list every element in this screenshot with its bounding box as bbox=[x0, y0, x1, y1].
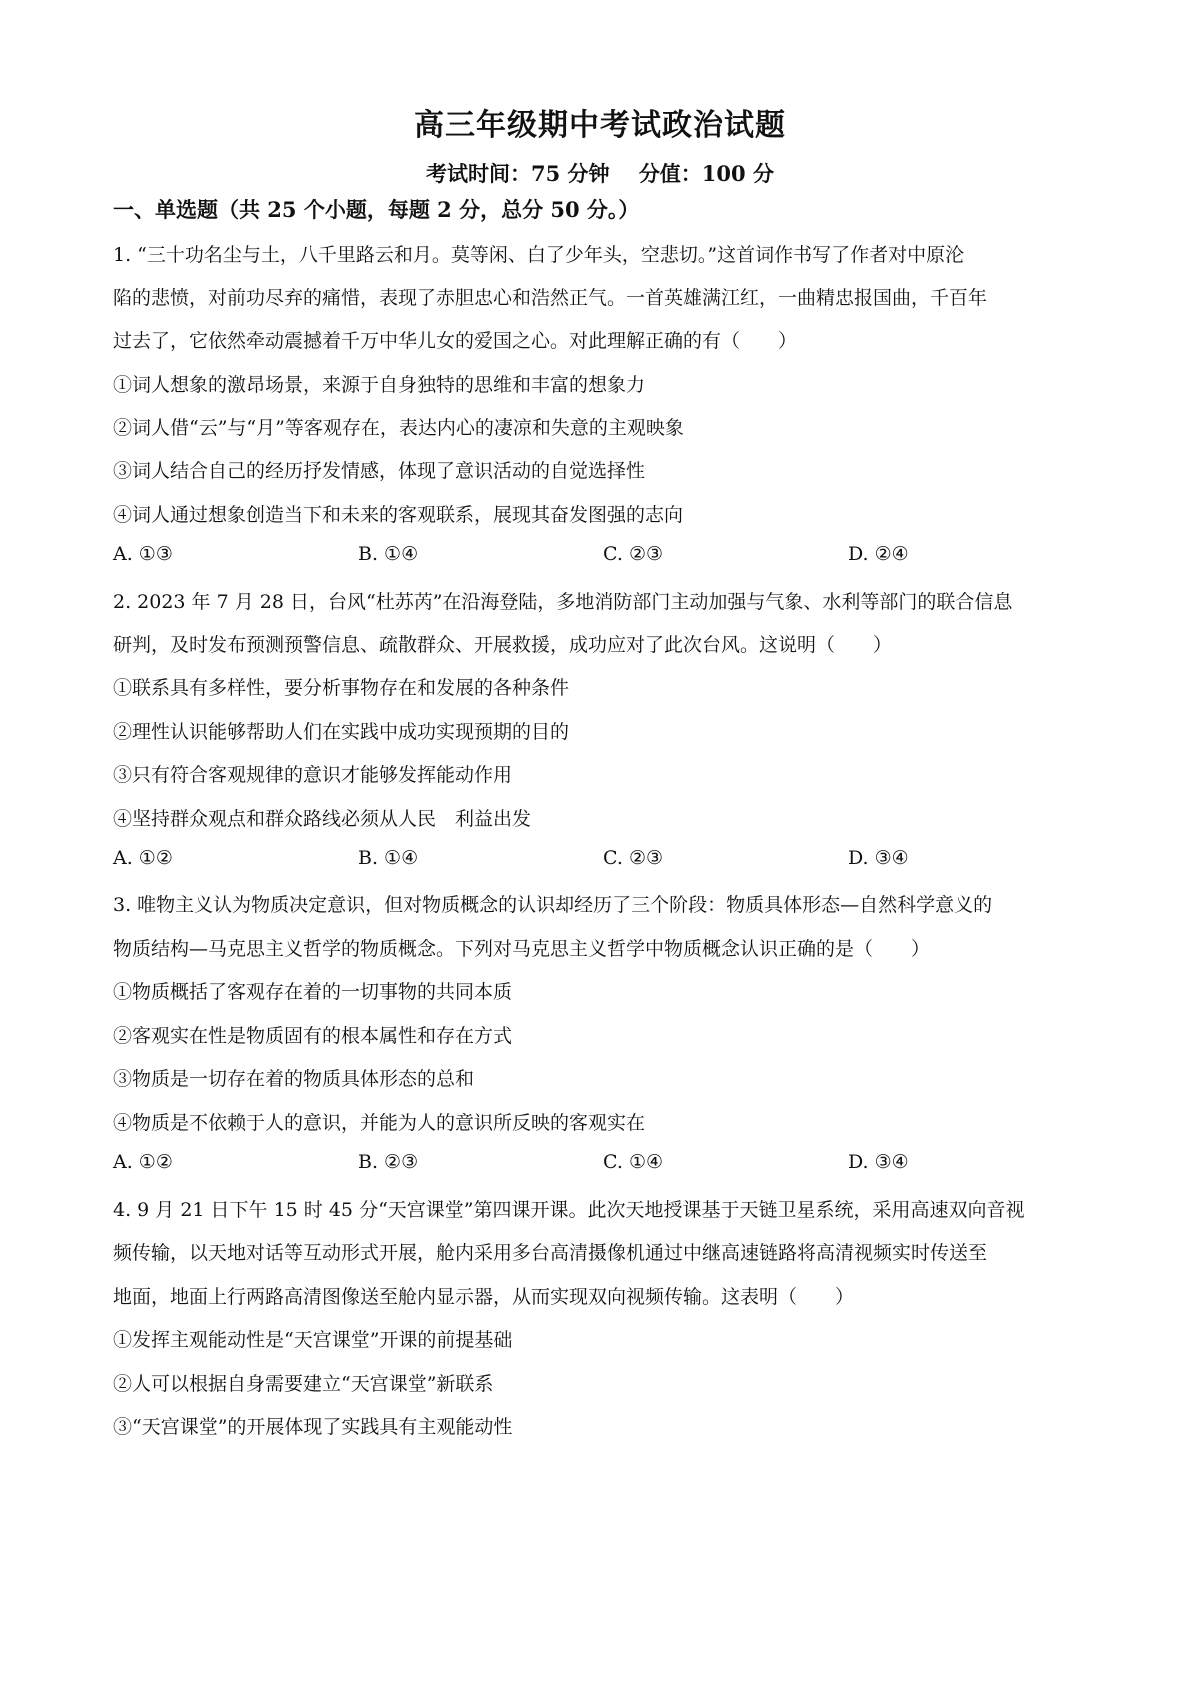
question-1-statement-1: ①词人想象的激昂场景，来源于自身独特的思维和丰富的想象力 bbox=[113, 374, 646, 396]
option-a: A. ①② bbox=[113, 1151, 173, 1173]
option-a: A. ①② bbox=[113, 847, 173, 869]
exam-time: 考试时间：75 分钟 bbox=[426, 161, 610, 186]
question-1-stem-line-2: 陷的悲愤，对前功尽弃的痛惜，表现了赤胆忠心和浩然正气。一首英雄满江红，一曲精忠报国曲，千百年 bbox=[113, 287, 988, 309]
question-2-statement-1: ①联系具有多样性，要分析事物存在和发展的各种条件 bbox=[113, 677, 570, 699]
exam-score: 分值：100 分 bbox=[638, 161, 774, 186]
question-1-options bbox=[113, 543, 1098, 567]
question-2-statement-2: ②理性认识能够帮助人们在实践中成功实现预期的目的 bbox=[113, 721, 570, 743]
question-4-stem-line-2: 频传输，以天地对话等互动形式开展，舱内采用多台高清摄像机通过中继高速链路将高清视频实时传送至 bbox=[113, 1242, 988, 1264]
question-3-stem-line-1: 3. 唯物主义认为物质决定意识，但对物质概念的认识却经历了三个阶段：物质具体形态—自然科学意义的 bbox=[113, 894, 993, 916]
question-3-statement-1: ①物质概括了客观存在着的一切事物的共同本质 bbox=[113, 981, 513, 1003]
option-d: D. ③④ bbox=[848, 1151, 909, 1173]
question-3-stem-line-2: 物质结构—马克思主义哲学的物质概念。下列对马克思主义哲学中物质概念认识正确的是（ ） bbox=[113, 938, 931, 960]
question-3-statement-2: ②客观实在性是物质固有的根本属性和存在方式 bbox=[113, 1025, 513, 1047]
option-b: B. ②③ bbox=[358, 1151, 419, 1173]
question-3-options bbox=[113, 1151, 1098, 1175]
exam-info bbox=[0, 158, 1200, 188]
option-b: B. ①④ bbox=[358, 543, 419, 565]
page-title: 高三年级期中考试政治试题 bbox=[414, 108, 786, 143]
question-1-statement-4: ④词人通过想象创造当下和未来的客观联系，展现其奋发图强的志向 bbox=[113, 504, 684, 526]
option-d: D. ③④ bbox=[848, 847, 909, 869]
question-1-statement-3: ③词人结合自己的经历抒发情感，体现了意识活动的自觉选择性 bbox=[113, 460, 646, 482]
option-b: B. ①④ bbox=[358, 847, 419, 869]
question-1-stem-line-1: 1. “三十功名尘与土，八千里路云和月。莫等闲、白了少年头，空悲切。”这首词作书写了作者对中原沦 bbox=[113, 244, 965, 266]
question-4-statement-3: ③“天宫课堂”的开展体现了实践具有主观能动性 bbox=[113, 1416, 513, 1438]
question-2-stem-line-2: 研判，及时发布预测预警信息、疏散群众、开展救援，成功应对了此次台风。这说明（ ） bbox=[113, 634, 893, 656]
question-2-statement-4: ④坚持群众观点和群众路线必须从人民 利益出发 bbox=[113, 808, 532, 830]
option-d: D. ②④ bbox=[848, 543, 909, 565]
question-3-statement-3: ③物质是一切存在着的物质具体形态的总和 bbox=[113, 1068, 475, 1090]
question-4-stem-line-3: 地面，地面上行两路高清图像送至舱内显示器，从而实现双向视频传输。这表明（ ） bbox=[113, 1286, 855, 1308]
question-1-statement-2: ②词人借“云”与“月”等客观存在，表达内心的凄凉和失意的主观映象 bbox=[113, 417, 684, 439]
option-c: C. ②③ bbox=[603, 543, 664, 565]
section-heading: 一、单选题（共 25 个小题，每题 2 分，总分 50 分。） bbox=[113, 197, 640, 222]
option-c: C. ①④ bbox=[603, 1151, 664, 1173]
question-2-options bbox=[113, 847, 1098, 871]
question-4-statement-1: ①发挥主观能动性是“天宫课堂”开课的前提基础 bbox=[113, 1329, 513, 1351]
question-3-statement-4: ④物质是不依赖于人的意识，并能为人的意识所反映的客观实在 bbox=[113, 1112, 646, 1134]
question-4-stem-line-1: 4. 9 月 21 日下午 15 时 45 分“天宫课堂”第四课开课。此次天地授课基于天链卫星系统，采用高速双向音视 bbox=[113, 1199, 1025, 1221]
question-1-stem-line-3: 过去了，它依然牵动震撼着千万中华儿女的爱国之心。对此理解正确的有（ ） bbox=[113, 330, 798, 352]
option-c: C. ②③ bbox=[603, 847, 664, 869]
exam-info-gap bbox=[610, 161, 639, 186]
option-a: A. ①③ bbox=[113, 543, 173, 565]
question-2-stem-line-1: 2. 2023 年 7 月 28 日，台风“杜苏芮”在沿海登陆，多地消防部门主动加强与气象、水利等部门的联合信息 bbox=[113, 591, 1013, 613]
question-4-statement-2: ②人可以根据自身需要建立“天宫课堂”新联系 bbox=[113, 1373, 494, 1395]
question-2-statement-3: ③只有符合客观规律的意识才能够发挥能动作用 bbox=[113, 764, 513, 786]
